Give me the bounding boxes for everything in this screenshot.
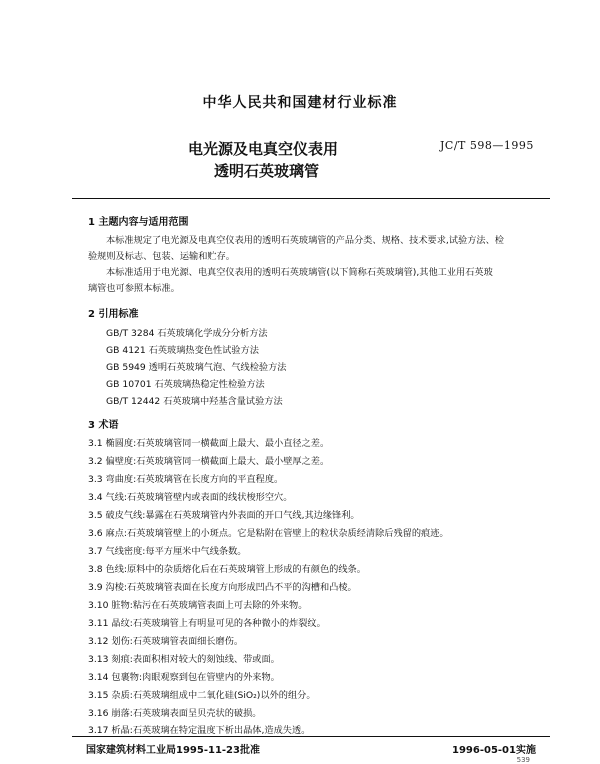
document-title-line-2: 透明石英玻璃管 (214, 162, 320, 180)
section-1-para-1-line-1: 本标准规定了电光源及电真空仪表用的透明石英玻璃管的产品分类、规格、技术要求,试验方法、检 (106, 235, 504, 246)
term-item: 3.6 麻点:石英玻璃管壁上的小斑点。它是粘附在管壁上的粒状杂质经清除后残留的痕迹。 (88, 528, 449, 539)
bottom-divider (72, 736, 550, 737)
term-item: 3.17 析晶:石英玻璃在特定温度下析出晶体,造成失透。 (88, 725, 311, 736)
page-number: 539 (516, 756, 530, 764)
term-item: 3.3 弯曲度:石英玻璃管在长度方向的平直程度。 (88, 474, 284, 485)
reference-item: GB/T 3284 石英玻璃化学成分分析方法 (106, 328, 268, 339)
section-3-heading: 3 术语 (88, 420, 119, 431)
standard-code: JC/T 598—1995 (440, 139, 534, 152)
implementation-date: 1996-05-01实施 (452, 745, 536, 756)
term-item: 3.1 椭圆度:石英玻璃管同一横截面上最大、最小直径之差。 (88, 438, 330, 449)
term-item: 3.13 刻痕:表面积相对较大的刻蚀线、带或面。 (88, 654, 280, 665)
approval-statement: 国家建筑材料工业局1995-11-23批准 (86, 745, 260, 756)
term-item: 3.5 破皮气线:暴露在石英玻璃管内外表面的开口气线,其边缘锋利。 (88, 510, 360, 521)
reference-item: GB/T 12442 石英玻璃中羟基含量试验方法 (106, 396, 283, 407)
section-2-heading: 2 引用标准 (88, 309, 139, 320)
section-1-para-2-line-1: 本标准适用于电光源、电真空仪表用的透明石英玻璃管(以下简称石英玻璃管),其他工业用石英玻 (106, 267, 493, 278)
section-1-para-2-line-2: 璃管也可参照本标准。 (88, 283, 180, 294)
section-1-heading: 1 主题内容与适用范围 (88, 217, 189, 228)
top-divider (72, 198, 550, 199)
term-item: 3.14 包裹物:肉眼观察到包在管壁内的外来物。 (88, 672, 280, 683)
section-1-para-1-line-2: 验规则及标志、包装、运输和贮存。 (88, 251, 235, 262)
reference-item: GB 5949 透明石英玻璃气泡、气线检验方法 (106, 362, 287, 373)
term-item: 3.4 气线:石英玻璃管壁内或表面的线状梭形空穴。 (88, 492, 293, 503)
document-title-line-1: 电光源及电真空仪表用 (188, 140, 339, 158)
term-item: 3.10 脏物:粘污在石英玻璃管表面上可去除的外来物。 (88, 600, 308, 611)
term-item: 3.16 崩落:石英玻璃表面呈贝壳状的破损。 (88, 708, 262, 719)
standard-category-header: 中华人民共和国建材行业标准 (202, 95, 398, 111)
term-item: 3.8 色线:原料中的杂质熔化后在石英玻璃管上形成的有颜色的线条。 (88, 564, 366, 575)
term-item: 3.7 气线密度:每平方厘米中气线条数。 (88, 546, 247, 557)
reference-item: GB 4121 石英玻璃热变色性试验方法 (106, 345, 259, 356)
term-item: 3.15 杂质:石英玻璃组成中二氧化硅(SiO₂)以外的组分。 (88, 690, 316, 701)
term-item: 3.9 沟棱:石英玻璃管表面在长度方向形成凹凸不平的沟槽和凸棱。 (88, 582, 357, 593)
reference-item: GB 10701 石英玻璃热稳定性检验方法 (106, 379, 265, 390)
term-item: 3.11 晶纹:石英玻璃管上有明显可见的各种微小的炸裂纹。 (88, 618, 326, 629)
term-item: 3.12 划伤:石英玻璃管表面细长磨伤。 (88, 636, 244, 647)
term-item: 3.2 偏壁度:石英玻璃管同一横截面上最大、最小壁厚之差。 (88, 456, 330, 467)
